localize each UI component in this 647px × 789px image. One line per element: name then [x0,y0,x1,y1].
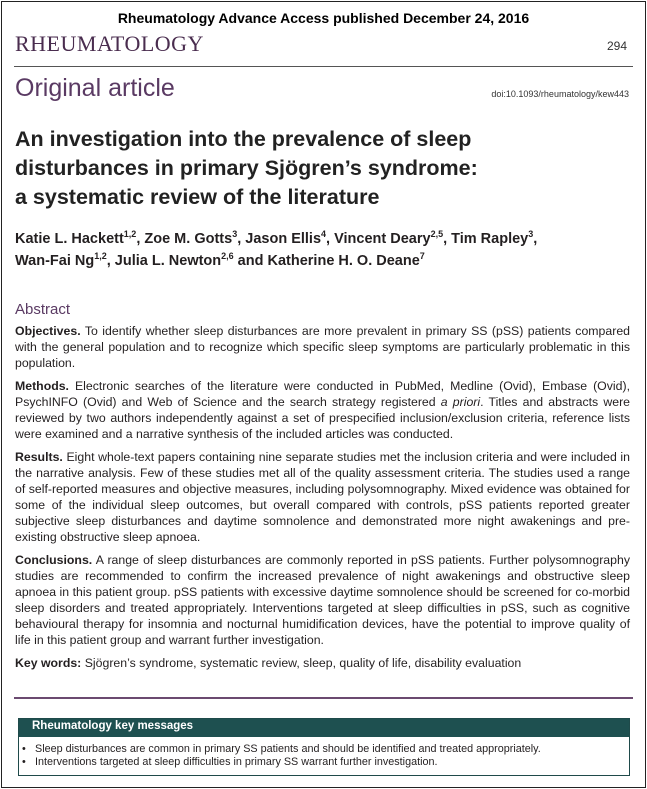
title-line: An investigation into the prevalence of sleep [15,127,472,151]
journal-name: RHEUMATOLOGY [15,31,204,56]
abstract-heading: Abstract [15,301,71,318]
abstract-keywords: Key words: Sjögren’s syndrome, systematic review, sleep, quality of life, disability evaluation [15,656,522,670]
author: Zoe M. Gotts$^3$ [144,229,238,247]
author: Katie L. Hackett$^{1,2}$ [15,229,137,247]
abstract-results: Results. Eight whole-text papers containing nine separate studies met the inclusion criteria and were included in the narrative analysis. Few of these studies met all of the quality assessment criteria. The studies used a range of self-reported measures and objective measures, including polysomnography. Mixed evidence was obtained for some of the individual sleep outcomes, but overall compared with controls, pSS patients reported greater subjective sleep disturbances and daytime somnolence and demonstrated more night awakenings and pre-existing obstructive sleep apnoea. [15,450,630,544]
title-line: a systematic review of the literature [15,185,380,209]
article-title [15,125,635,212]
bullet-icon: • [22,743,26,755]
doi: doi:10.1093/rheumatology/kew443 [491,89,629,99]
author: Jason Ellis$^4$ [245,229,327,247]
list-item: • Sleep disturbances are common in primary SS patients and should be identified and treated appropriately. [22,743,541,755]
key-messages-heading: Rheumatology key messages [19,719,629,737]
author: Wan-Fai Ng$^{1,2}$ [15,251,107,269]
advance-access-banner: Rheumatology Advance Access published December 24, 2016 [117,10,530,26]
author: Vincent Deary$^{2,5}$ [334,229,444,247]
abstract-objectives: Objectives. To identify whether sleep disturbances are more prevalent in primary SS (pSS) patients compared with the general population and to recognize which specific sleep symptoms are particularly problematic in this population. [15,324,630,370]
author: Julia L. Newton$^{2,6}$ [114,251,234,269]
title-line: disturbances in primary Sjögren’s syndrome: [15,156,478,180]
list-item: • Interventions targeted at sleep difficulties in primary SS warrant further investigation. [22,756,438,768]
abstract-divider [14,697,633,699]
header-divider [14,66,633,67]
bullet-icon: • [22,756,26,768]
author: Katherine H. O. Deane$^7$ [267,251,425,269]
abstract-body [15,323,630,678]
page-number: 294 [606,39,627,53]
key-messages-box [18,718,630,776]
key-messages-list [19,743,629,769]
author-list: Katie L. Hackett$^{1,2}$, Zoe M. Gotts$^3$, Jason Ellis$^4$, Vincent Deary$^{2,5}$, Tim Rapley$^3$, Wan-Fai Ng$^{1,2}$, Julia L. Newton$^{2,6}$ and Katherine H. O. Deane$^7$ [15,229,538,269]
abstract-methods: Methods. Electronic searches of the literature were conducted in PubMed, Medline (Ovid), Embase (Ovid), PsychINFO (Ovid) and Web of Science and the search strategy registered a priori. Titles and abstracts were reviewed by two authors independently against a set of prespecified inclusion/exclusion criteria, reference lists were examined and a narrative synthesis of the included articles was conducted. [15,379,631,441]
article-type: Original article [15,74,175,102]
author: Tim Rapley$^3$ [451,229,534,247]
abstract-conclusions: Conclusions. A range of sleep disturbances are commonly reported in pSS patients. Further polysomnography studies are recommended to confirm the increased prevalence of night awakenings and obstructive sleep apnoea in this patient group. pSS patients with excessive daytime somnolence should be screened for co-morbid sleep disorders and treated appropriately. Interventions targeted at sleep difficulties in pSS, such as cognitive behavioural therapy for insomnia and nocturnal humidification devices, have the potential to improve quality of life in this patient group and warrant further investigation. [15,553,630,647]
